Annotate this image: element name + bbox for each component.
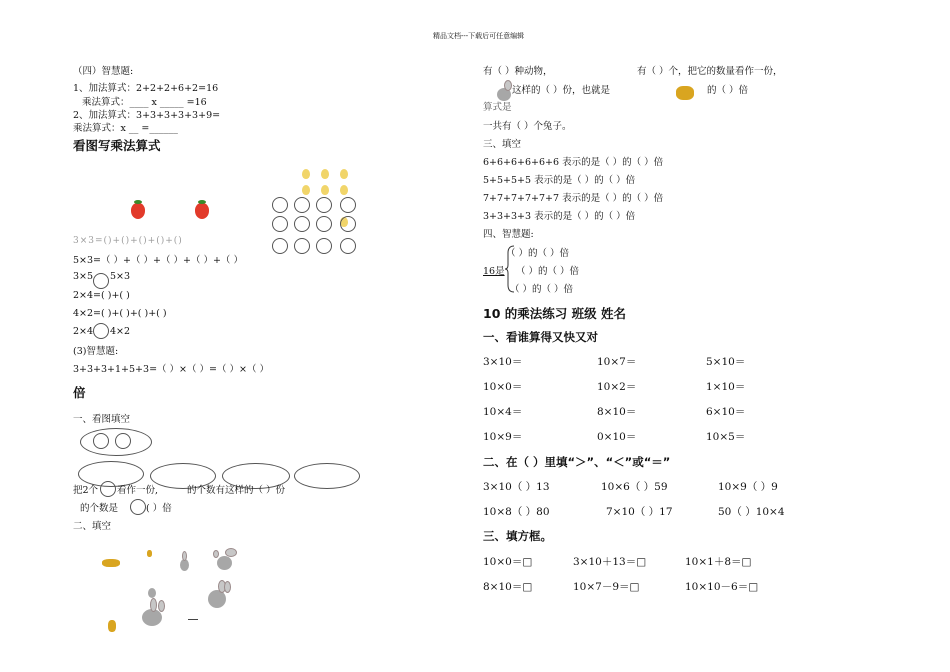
box-item: 3×10＋13＝□ bbox=[573, 556, 647, 568]
circle-shape bbox=[272, 216, 288, 232]
calc-item: 8×10＝ bbox=[597, 406, 637, 418]
smart-equation: 3+3+3+1+5+3=（ ）×（ ）=（ ）×（ ） bbox=[73, 364, 269, 375]
rabbit-total-line: 一共有（ ）个兔子。 bbox=[483, 121, 572, 132]
section-2-title: 二、在（ ）里填“＞”、“＜”或“＝” bbox=[483, 455, 671, 469]
strawberry-icon bbox=[195, 203, 209, 219]
rabbit-icon bbox=[212, 548, 238, 572]
fill-line-part-a: 把2个 bbox=[73, 485, 99, 496]
divider bbox=[188, 619, 198, 620]
fill-row: 7+7+7+7+7+7 表示的是（ ）的（ ）倍 bbox=[483, 193, 664, 204]
times-line: 的（ ）倍 bbox=[707, 85, 749, 96]
animal-kinds-line: 有（ ）种动物， bbox=[483, 66, 553, 77]
overlapped-text-row: 3×3=()+()+()+()+() bbox=[73, 236, 183, 246]
compare-item: 10×6（ ）59 bbox=[601, 481, 668, 493]
addition-line-2: 2、加法算式：3+3+3+3+3+9= bbox=[73, 110, 221, 121]
compare-3x5: 3×5 bbox=[73, 271, 94, 282]
circle-shape bbox=[340, 216, 356, 232]
multiplication-line-1: 乘法算式：____ x _____ =16 bbox=[82, 97, 207, 108]
calc-item: 3×10＝ bbox=[483, 356, 523, 368]
circle-shape bbox=[272, 238, 288, 254]
fill-line-part-c: 的个数有这样的（ ）份 bbox=[187, 485, 286, 496]
addition-line-1: 1、加法算式：2+2+2+6+2=16 bbox=[73, 83, 219, 94]
circle-shape bbox=[115, 433, 131, 449]
fill-line-part-e: ( ）倍 bbox=[146, 503, 172, 514]
formula-label: 算式是 bbox=[483, 102, 512, 113]
calc-item: 10×0＝ bbox=[483, 381, 523, 393]
smart-row: （ ）的（ ）倍 bbox=[506, 248, 570, 259]
fill-row: 6+6+6+6+6+6 表示的是（ ）的（ ）倍 bbox=[483, 157, 664, 168]
row-4x2: 4×2=( )+( )+( )+( ) bbox=[73, 308, 167, 319]
section-four-title: （四）智慧题: bbox=[73, 66, 134, 77]
dog-icon bbox=[147, 550, 152, 557]
circle-shape bbox=[294, 238, 310, 254]
section-3-title: 三、填方框。 bbox=[483, 529, 552, 543]
compare-circle bbox=[93, 273, 109, 289]
calc-item: 10×5＝ bbox=[706, 431, 746, 443]
pear-icon bbox=[302, 169, 310, 179]
group-oval bbox=[294, 463, 360, 489]
section-three-title: 三、填空 bbox=[483, 139, 522, 150]
count-line: 有（ ）个，把它的数量看作一份， bbox=[637, 66, 783, 77]
fill-row: 5+5+5+5 表示的是（ ）的（ ）倍 bbox=[483, 175, 636, 186]
circle-shape bbox=[93, 433, 109, 449]
share-line: 这样的（ ）份，也就是 bbox=[512, 85, 611, 96]
circle-shape bbox=[100, 481, 116, 497]
circle-shape bbox=[294, 197, 310, 213]
picture-multiplication-heading: 看图写乘法算式 bbox=[73, 138, 161, 153]
circle-shape bbox=[294, 216, 310, 232]
fill-row: 3+3+3+3 表示的是（ ）的（ ）倍 bbox=[483, 211, 636, 222]
compare-2x4: 2×4 bbox=[73, 326, 94, 337]
fill-line-part-d: 的个数是 bbox=[80, 503, 119, 514]
row-2x4: 2×4=( )+( ) bbox=[73, 290, 130, 301]
smart-question-3: (3)智慧题: bbox=[73, 346, 119, 357]
compare-circle bbox=[93, 323, 109, 339]
calc-item: 5×10＝ bbox=[706, 356, 746, 368]
box-item: 10×7－9＝□ bbox=[573, 581, 640, 593]
fill-blank-title: 二、填空 bbox=[73, 521, 112, 532]
pear-icon bbox=[302, 185, 310, 195]
multiplication-line-2: 乘法算式：x __ =______ bbox=[73, 123, 178, 134]
calc-item: 0×10＝ bbox=[597, 431, 637, 443]
pear-icon bbox=[340, 185, 348, 195]
dog-icon bbox=[676, 86, 694, 100]
look-and-fill-title: 一、看图填空 bbox=[73, 414, 131, 425]
calc-item: 10×9＝ bbox=[483, 431, 523, 443]
compare-item: 3×10（ ）13 bbox=[483, 481, 550, 493]
circle-shape bbox=[316, 238, 332, 254]
page-header: 精品文档---下载后可任意编辑 bbox=[433, 32, 525, 40]
calc-item: 6×10＝ bbox=[706, 406, 746, 418]
rabbit-icon bbox=[204, 580, 232, 610]
compare-item: 7×10（ ）17 bbox=[606, 506, 673, 518]
calc-item: 10×7＝ bbox=[597, 356, 637, 368]
smart-row: （ ）的（ ）倍 bbox=[516, 266, 580, 277]
compare-4x2: 4×2 bbox=[110, 326, 131, 337]
pear-icon bbox=[321, 169, 329, 179]
compare-item: 10×9（ ）9 bbox=[718, 481, 778, 493]
dog-icon bbox=[108, 620, 116, 632]
section-four-smart-title: 四、智慧题: bbox=[483, 229, 534, 240]
pear-icon bbox=[321, 185, 329, 195]
box-item: 10×0＝□ bbox=[483, 556, 533, 568]
dog-icon bbox=[102, 559, 120, 567]
ten-times-title: 10 的乘法练习 班级 姓名 bbox=[483, 306, 626, 321]
calc-item: 10×4＝ bbox=[483, 406, 523, 418]
circle-shape bbox=[272, 197, 288, 213]
rabbit-icon bbox=[147, 580, 157, 600]
rabbit-icon bbox=[176, 551, 190, 573]
row-5x3: 5×3=（ ）+（ ）+（ ）+（ ）+（ ） bbox=[73, 255, 243, 266]
compare-item: 10×8（ ）80 bbox=[483, 506, 550, 518]
circle-shape bbox=[130, 499, 146, 515]
pear-icon bbox=[340, 169, 348, 179]
box-item: 10×10－6＝□ bbox=[685, 581, 759, 593]
strawberry-icon bbox=[131, 203, 145, 219]
circle-shape bbox=[340, 238, 356, 254]
compare-5x3: 5×3 bbox=[110, 271, 131, 282]
calc-item: 1×10＝ bbox=[706, 381, 746, 393]
rabbit-icon bbox=[138, 598, 168, 628]
calc-item: 10×2＝ bbox=[597, 381, 637, 393]
smart-label: 16是 bbox=[483, 266, 505, 277]
box-item: 10×1＋8＝□ bbox=[685, 556, 752, 568]
circle-shape bbox=[340, 197, 356, 213]
circle-shape bbox=[316, 197, 332, 213]
times-heading: 倍 bbox=[73, 385, 86, 400]
box-item: 8×10＝□ bbox=[483, 581, 533, 593]
section-1-title: 一、看谁算得又快又对 bbox=[483, 330, 598, 344]
circle-shape bbox=[316, 216, 332, 232]
smart-row: （ ）的（ ）倍 bbox=[510, 284, 574, 295]
fill-line-part-b: 看作一份, bbox=[117, 485, 159, 496]
compare-item: 50（ ）10×4 bbox=[718, 506, 785, 518]
